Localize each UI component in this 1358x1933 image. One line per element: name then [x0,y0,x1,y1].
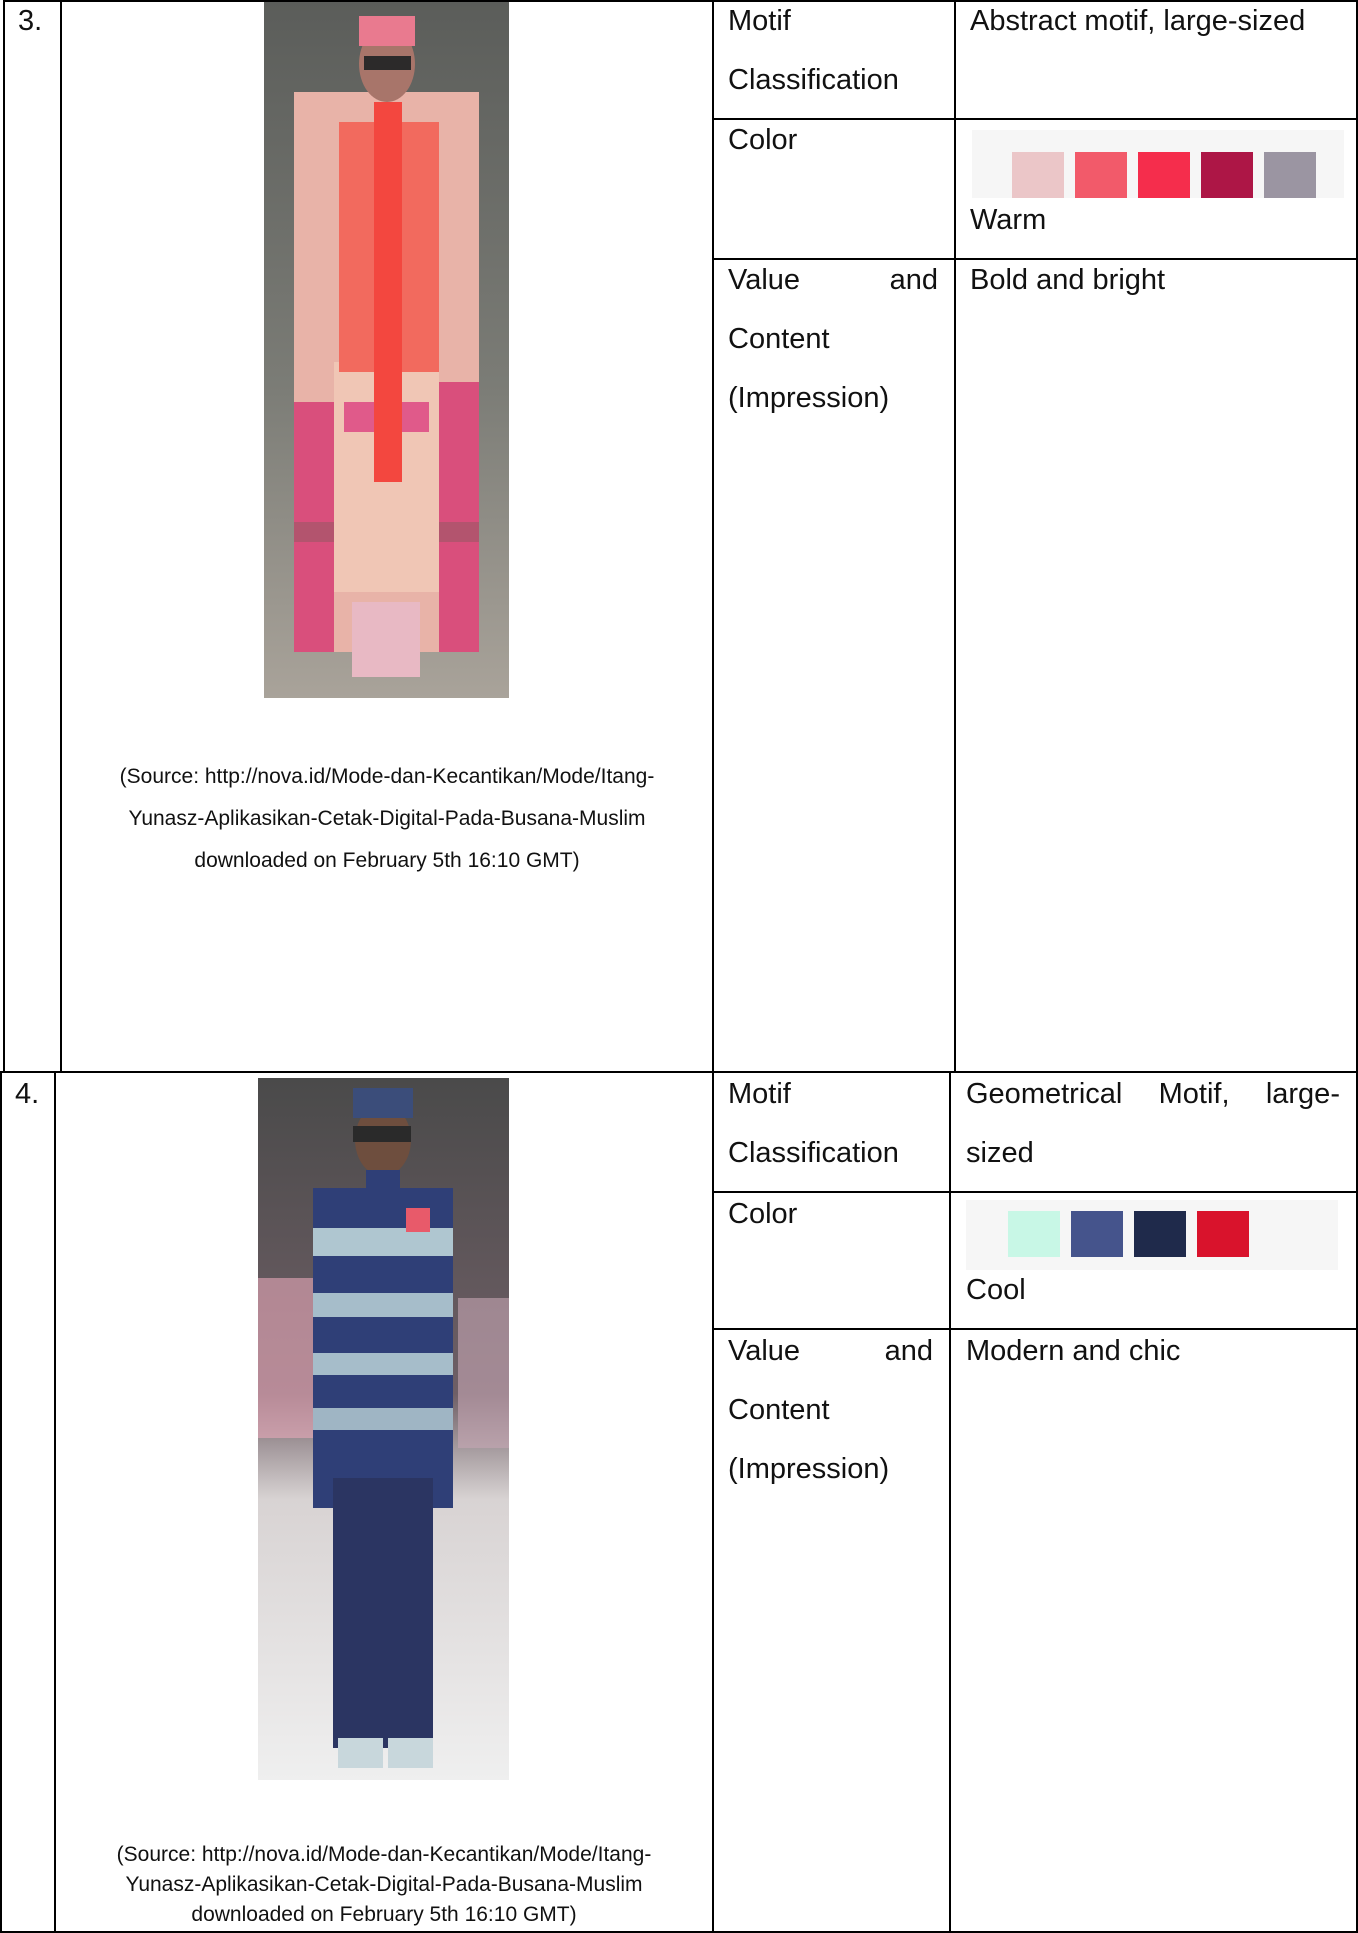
color-swatch [1138,152,1190,198]
color-value: Cool [966,1274,1026,1306]
color-swatch [1197,1211,1249,1257]
color-swatch [1008,1211,1060,1257]
row-number: 3. [18,5,43,37]
color-swatch [1201,152,1253,198]
value-content-value: Bold and bright [970,264,1166,296]
color-label: Color [728,124,798,156]
color-palette [972,130,1344,198]
color-value: Warm [970,204,1047,236]
color-swatch [1134,1211,1186,1257]
color-swatch [1075,152,1127,198]
color-swatch [1071,1211,1123,1257]
image-source-caption: (Source: http://nova.id/Mode-dan-Kecantikan/Mode/Itang- Yunasz-Aplikasikan-Cetak-Digital-Pada-Busana-Muslim downloaded on February 5th 16:10 GMT) [119,765,655,872]
color-palette [966,1200,1338,1270]
color-swatch [1264,152,1316,198]
image-source-caption: (Source: http://nova.id/Mode-dan-Kecantikan/Mode/Itang- Yunasz-Aplikasikan-Cetak-Digital-Pada-Busana-Muslim downloaded on February 5th 16:10 GMT) [116,1843,652,1926]
motif-value: Abstract motif, large-sized [970,5,1306,37]
color-label: Color [728,1198,798,1230]
runway-photo [258,1078,509,1780]
row-number: 4. [15,1078,40,1110]
runway-photo [264,2,509,698]
value-content-value: Modern and chic [966,1335,1181,1367]
